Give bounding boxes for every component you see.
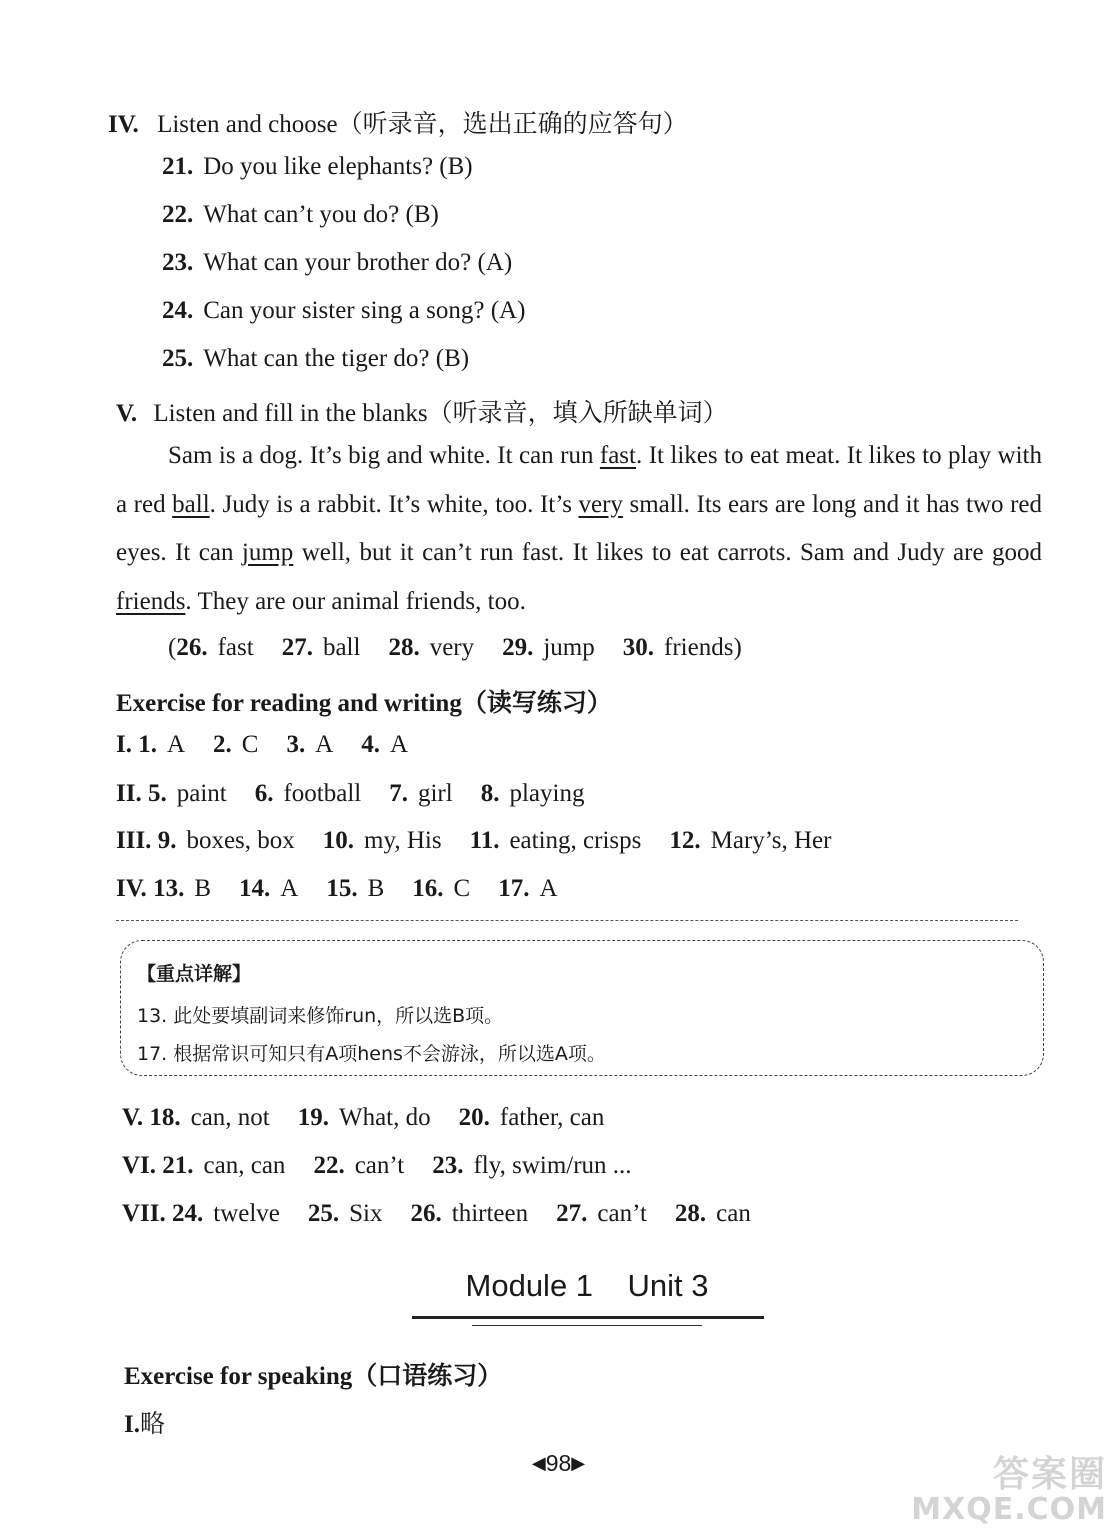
answer-row: IV. 13. B 14. A 15. B 16. C 17. A [116,875,558,902]
answer-key-line: (26. fast 27. ball 28. very 29. jump 30. friends) [168,634,742,661]
answer-row: II. 5. paint 6. football 7. girl 8. playing [116,780,585,807]
key-points-box [120,940,1044,1076]
section-title: Listen and fill in the blanks（听录音，填入所缺单词） [153,400,728,427]
speaking-heading: Exercise for speaking（口语练习） [124,1363,503,1390]
module-title: Module 1 Unit 3 [465,1268,709,1303]
list-item: 22. What can’t you do? (B) [162,201,439,228]
section-title: Listen and choose（听录音，选出正确的应答句） [157,111,688,138]
page-number: ◀98▶ [531,1450,586,1476]
right-arrow-icon: ▶ [571,1453,586,1473]
title-underline-thin [472,1325,702,1326]
answer-blank: friends [116,587,186,615]
list-item: 23. What can your brother do? (A) [162,249,513,276]
title-underline [412,1316,764,1319]
answer-row: I. 1. A 2. C 3. A 4. A [116,731,409,758]
answer-row: VI. 21. can, can 22. can’t 23. fly, swim/run ... [122,1152,632,1179]
divider [116,920,1018,921]
key-point-line: 17. 根据常识可知只有A项hens不会游泳，所以选A项。 [137,1043,606,1065]
speaking-item: I.略 [124,1411,165,1438]
answer-blank: jump [241,539,294,566]
section-label: V. [116,400,138,427]
key-point-line: 13. 此处要填副词来修饰run，所以选B项。 [137,1005,504,1027]
left-arrow-icon: ◀ [531,1453,546,1473]
answer-row: VII. 24. twelve 25. Six 26. thirteen 27. can’t 28. can [122,1200,751,1227]
answer-blank: fast [599,442,636,469]
list-item: 24. Can your sister sing a song? (A) [162,297,526,324]
section-iv-heading [108,104,688,140]
section-label: IV. [108,111,139,138]
watermark: 答案圈 MXQE.COM [911,1454,1107,1527]
reading-writing-heading: Exercise for reading and writing（读写练习） [116,690,612,717]
list-item: 21. Do you like elephants? (B) [162,153,473,180]
answer-row: III. 9. boxes, box 10. my, His 11. eating, crisps 12. Mary’s, Her [116,827,832,854]
passage: Sam is a dog. It’s big and white. It can run fast. It likes to eat meat. It likes to play with a red ball. Judy is a rabbit. It’s white, too. It’s very small. Its ears are long and it has two red eyes. It can jump well, but it can’t run fast. It likes to eat carrots. Sam and Judy are good friends. They are our animal friends, too. [116,442,1043,615]
section-v-heading [116,393,728,429]
key-points-title: 【重点详解】 [137,963,252,985]
answer-blank: ball [172,490,210,518]
list-item: 25. What can the tiger do? (B) [162,345,470,372]
answer-row: V. 18. can, not 19. What, do 20. father, can [122,1104,605,1131]
answer-blank: very [578,490,623,518]
